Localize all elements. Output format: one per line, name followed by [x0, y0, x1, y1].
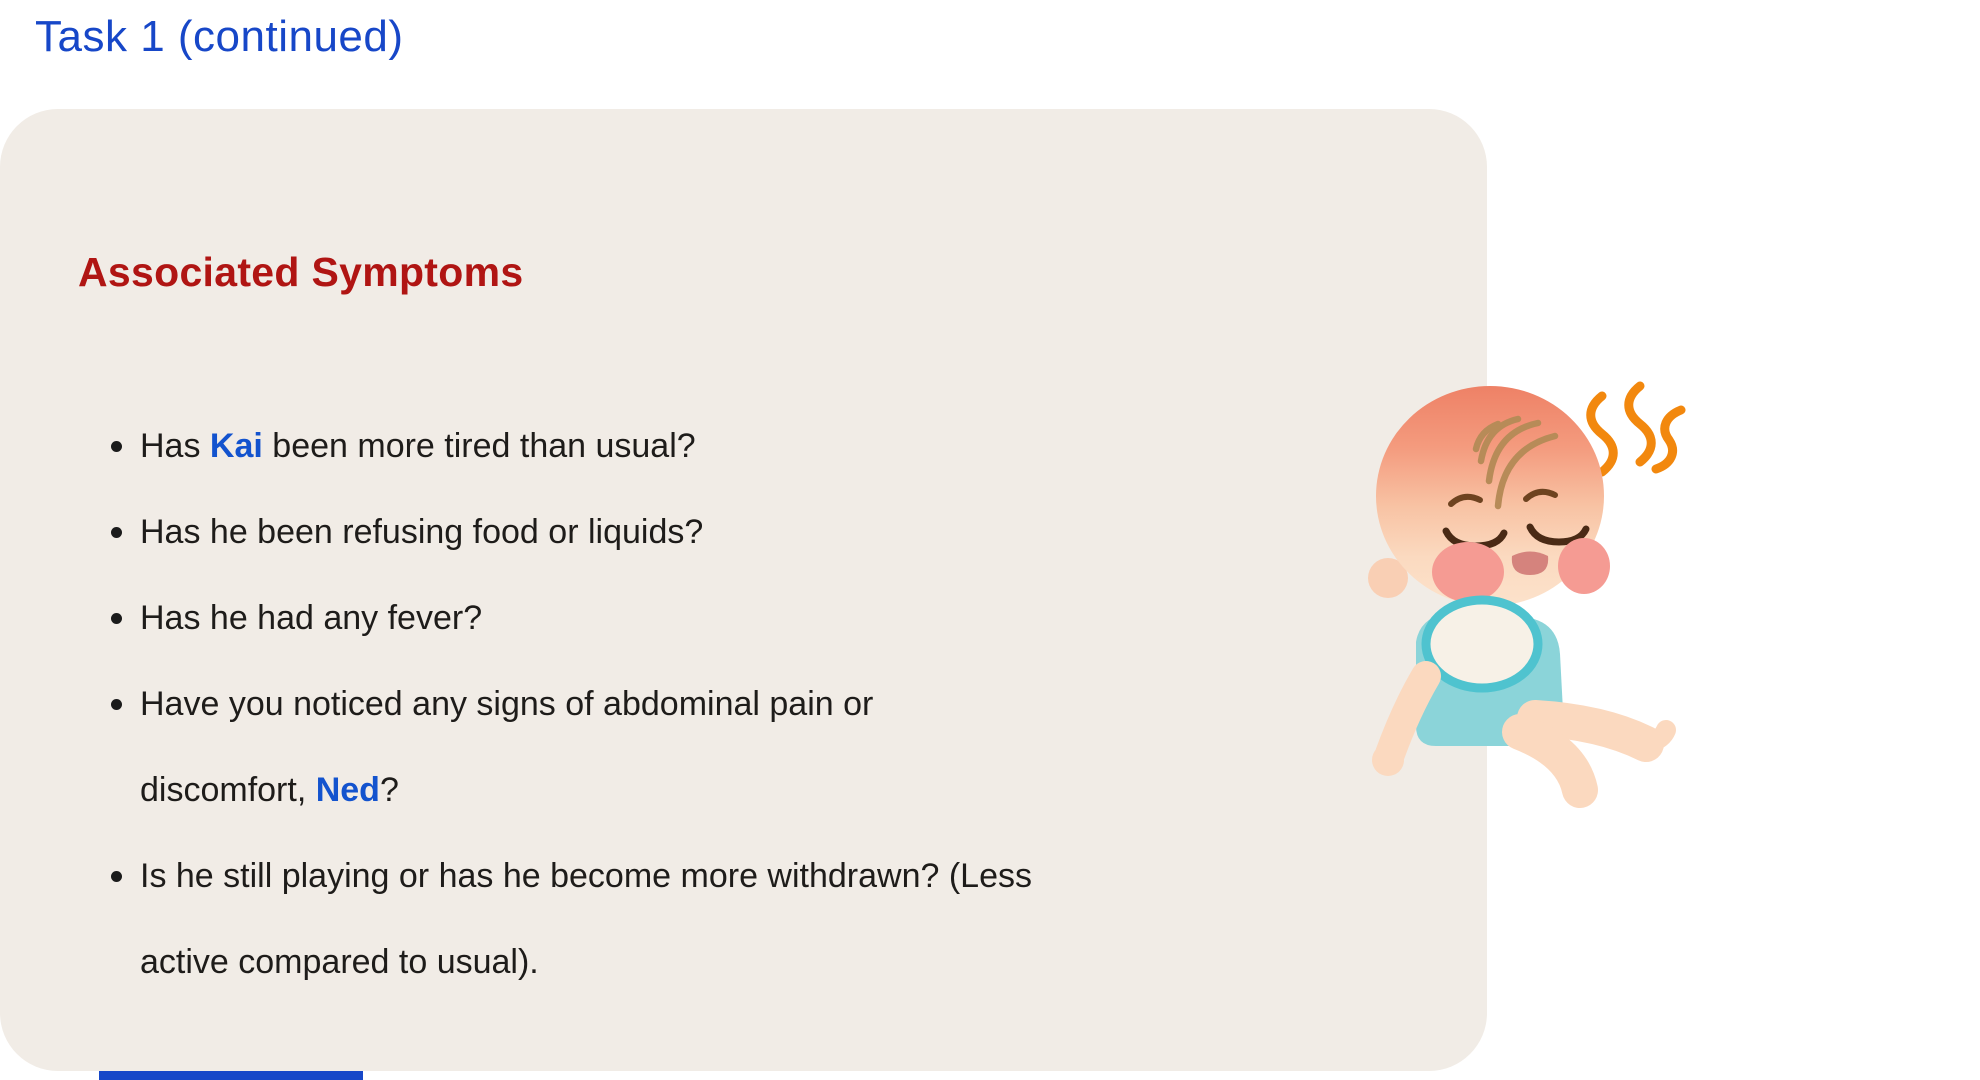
list-item-text: Have you noticed any signs of abdominal pain or discomfort, — [140, 685, 874, 809]
list-item — [140, 575, 1040, 661]
list-item — [140, 833, 1040, 1005]
list-item — [140, 403, 1040, 489]
baby-mouth — [1512, 552, 1548, 576]
baby-cheek-right — [1558, 538, 1610, 594]
feverish-baby-svg — [1350, 380, 1690, 830]
list-item-text: Has he had any fever? — [140, 599, 483, 637]
list-item-text: been more tired than usual? — [262, 427, 696, 465]
baby-arm — [1390, 676, 1426, 754]
section-heading: Associated Symptoms — [78, 249, 524, 295]
list-item-text: Has — [140, 427, 210, 465]
list-item-text: ? — [379, 771, 399, 809]
list-item-text: Is he still playing or has he become more withdrawn? (Less active compared to usual). — [140, 857, 1032, 981]
bottom-accent-bar — [99, 1071, 363, 1080]
list-item — [140, 661, 1040, 833]
baby-legs — [1520, 718, 1646, 790]
patient-name-highlight: Kai — [209, 427, 263, 465]
list-item-text: Has he been refusing food or liquids? — [140, 513, 704, 551]
feverish-baby-illustration — [1350, 380, 1690, 830]
parent-name-highlight: Ned — [315, 771, 380, 809]
page-title: Task 1 (continued) — [35, 12, 404, 61]
baby-bib — [1426, 600, 1538, 688]
heat-waves-icon — [1591, 386, 1681, 472]
symptom-question-list — [140, 403, 1040, 1005]
content-card — [0, 109, 1487, 1071]
list-item — [140, 489, 1040, 575]
baby-cheek-left — [1432, 542, 1504, 602]
